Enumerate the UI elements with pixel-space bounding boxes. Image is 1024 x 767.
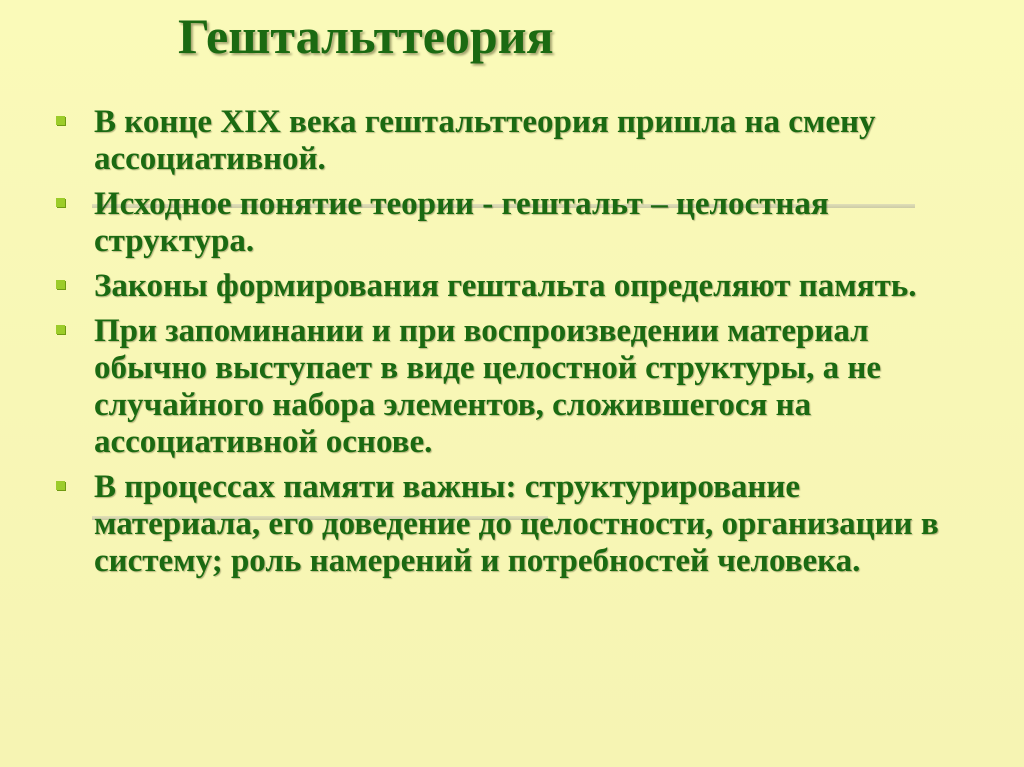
square-bullet-icon xyxy=(56,116,65,125)
slide-title: Гештальттеория xyxy=(178,8,554,64)
bullet-item xyxy=(54,268,954,305)
bullet-text: При запоминании и при воспроизведении материал обычно выступает в виде целостной структуры, а не случайного набора элементов, сложившегося на ассоциативной основе. xyxy=(94,313,882,460)
square-bullet-icon xyxy=(56,325,65,334)
bullet-item xyxy=(54,313,954,461)
bullet-item xyxy=(54,469,954,580)
bullet-text: Исходное понятие теории - гештальт – целостная структура. xyxy=(94,186,829,259)
bullet-text: В процессах памяти важны: структурирование материала, его доведение до целостности, организации в систему; роль намерений и потребностей человека. xyxy=(94,469,939,579)
bullet-text: В конце XIX века гештальттеория пришла на смену ассоциативной. xyxy=(94,104,876,177)
bullet-item xyxy=(54,186,954,260)
square-bullet-icon xyxy=(56,481,65,490)
square-bullet-icon xyxy=(56,198,65,207)
square-bullet-icon xyxy=(56,280,65,289)
bullet-text: Законы формирования гештальта определяют память. xyxy=(94,268,917,304)
bullet-list xyxy=(54,104,954,588)
bullet-item xyxy=(54,104,954,178)
